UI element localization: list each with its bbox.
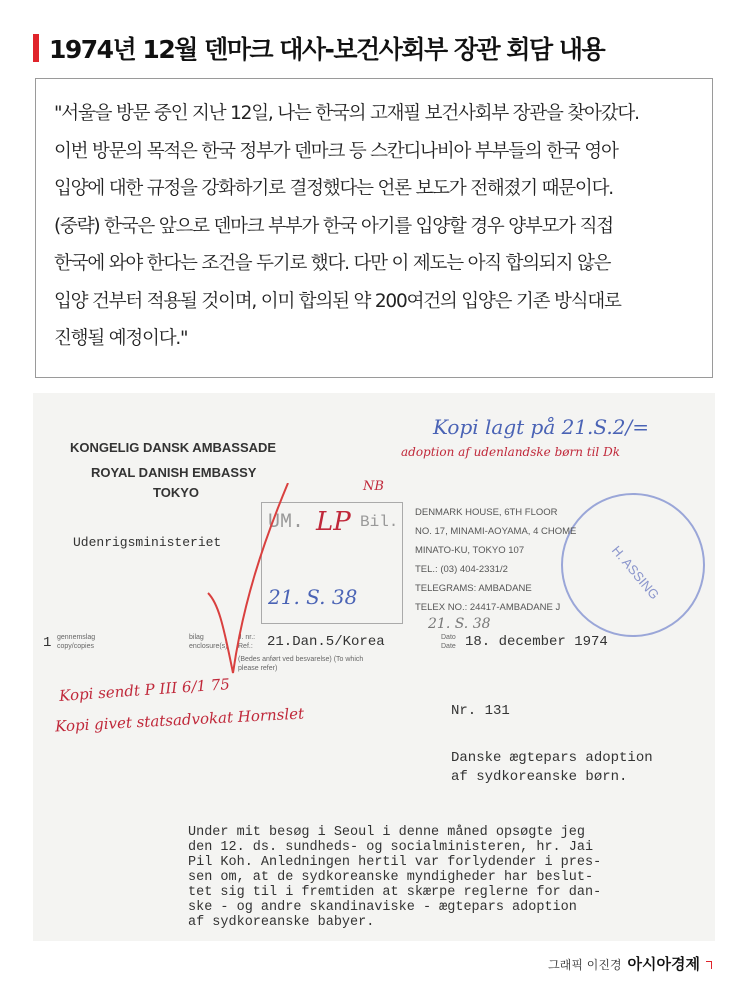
document-number: Nr. 131 xyxy=(451,703,510,719)
document-date: 18. december 1974 xyxy=(465,634,608,650)
handwritten-copy-note-2: Kopi givet statsadvokat Hornslet xyxy=(54,704,305,736)
quote-line: 진행될 예정이다." xyxy=(54,328,188,349)
red-check-mark xyxy=(203,483,293,683)
stamp-number: 21. S. 38 xyxy=(268,585,358,609)
nb-mark: NB xyxy=(363,479,384,494)
quote-line: 이번 방문의 목적은 한국 정부가 덴마크 등 스칸디나비아 부부들의 한국 영아 xyxy=(54,140,618,162)
page-header xyxy=(33,30,604,66)
pencil-number: 21. S. 38 xyxy=(428,616,491,632)
copies-label: gennemslag copy/copies xyxy=(57,634,96,650)
document-subject: Danske ægtepars adoption af sydkoreanske børn. xyxy=(451,750,653,785)
handwritten-note-red: adoption af udenlandske børn til Dk xyxy=(401,445,620,459)
quote-line: 입양 건부터 적용될 것이며, 이미 합의된 약 200여건의 입양은 기존 방식대로 xyxy=(54,290,621,312)
credit xyxy=(548,953,712,974)
page-title: 1974년 12월 덴마크 대사-보건사회부 장관 회담 내용 xyxy=(49,35,605,64)
accent-bar xyxy=(33,34,39,62)
quote-line: "서울을 방문 중인 지난 12일, 나는 한국의 고재필 보건사회부 장관을 찾아갔다. xyxy=(54,103,639,124)
recipient: Udenrigsministeriet xyxy=(73,535,222,550)
ref-label: J. nr.: Ref.: xyxy=(238,634,256,650)
brand-mark-icon xyxy=(706,961,712,969)
copies-count: 1 xyxy=(43,635,52,651)
embassy-city: TOKYO xyxy=(153,485,199,500)
stamp-um: UM. xyxy=(268,511,305,534)
handwritten-note-blue: Kopi lagt på 21.S.2/= xyxy=(433,415,649,439)
graphic-credit: 그래픽 이진경 xyxy=(548,958,622,972)
circular-stamp xyxy=(561,493,705,637)
embassy-name-en: ROYAL DANISH EMBASSY xyxy=(91,465,257,480)
quote-line: 한국에 와야 한다는 조건을 두기로 했다. 다만 이 제도는 아직 합의되지 않은 xyxy=(54,253,611,274)
handwritten-copy-note-1: Kopi sendt P III 6/1 75 xyxy=(58,675,231,705)
brand-logo: 아시아경제 xyxy=(627,955,700,973)
reference-number: 21.Dan.5/Korea xyxy=(267,634,385,650)
enclosure-label: bilag enclosure(s) xyxy=(189,634,228,650)
circular-stamp-text: H. ASSING xyxy=(608,542,663,603)
reference-note: (Bedes anført ved besvarelse) (To which please refer) xyxy=(238,656,364,672)
date-label: Dato Date xyxy=(441,634,456,650)
embassy-name-dk: KONGELIG DANSK AMBASSADE xyxy=(70,440,277,455)
document-body: Under mit besøg i Seoul i denne måned opsøgte jeg den 12. ds. sundheds- og socialministeren, hr. Jai Pil Koh. Anledningen hertil var forlydender i pres- sen om, at de sydkoreanske myndigheder har beslut- tet sig til i fremtiden at skærpe reglerne for dan- ske - og andre skandinaviske - ægtepars adoption af sydkoreanske babyer. xyxy=(188,825,602,930)
stamp-lp: LP xyxy=(316,507,351,537)
stamp-bil: Bil. xyxy=(360,513,399,531)
document-scan xyxy=(33,393,715,941)
quote-line: (중략) 한국은 앞으로 덴마크 부부가 한국 아기를 입양할 경우 양부모가 직접 xyxy=(54,215,613,237)
quote-line: 입양에 대한 규정을 강화하기로 결정했다는 언론 보도가 전해졌기 때문이다. xyxy=(54,178,613,199)
embassy-address: DENMARK HOUSE, 6TH FLOOR NO. 17, MINAMI-AOYAMA, 4 CHOME MINATO-KU, TOKYO 107 TEL.: (03) 404-2331/2 TELEGRAMS: AMBADANE TELEX NO.: 24417-AMBADANE J xyxy=(415,507,577,613)
quote-box xyxy=(35,78,713,378)
